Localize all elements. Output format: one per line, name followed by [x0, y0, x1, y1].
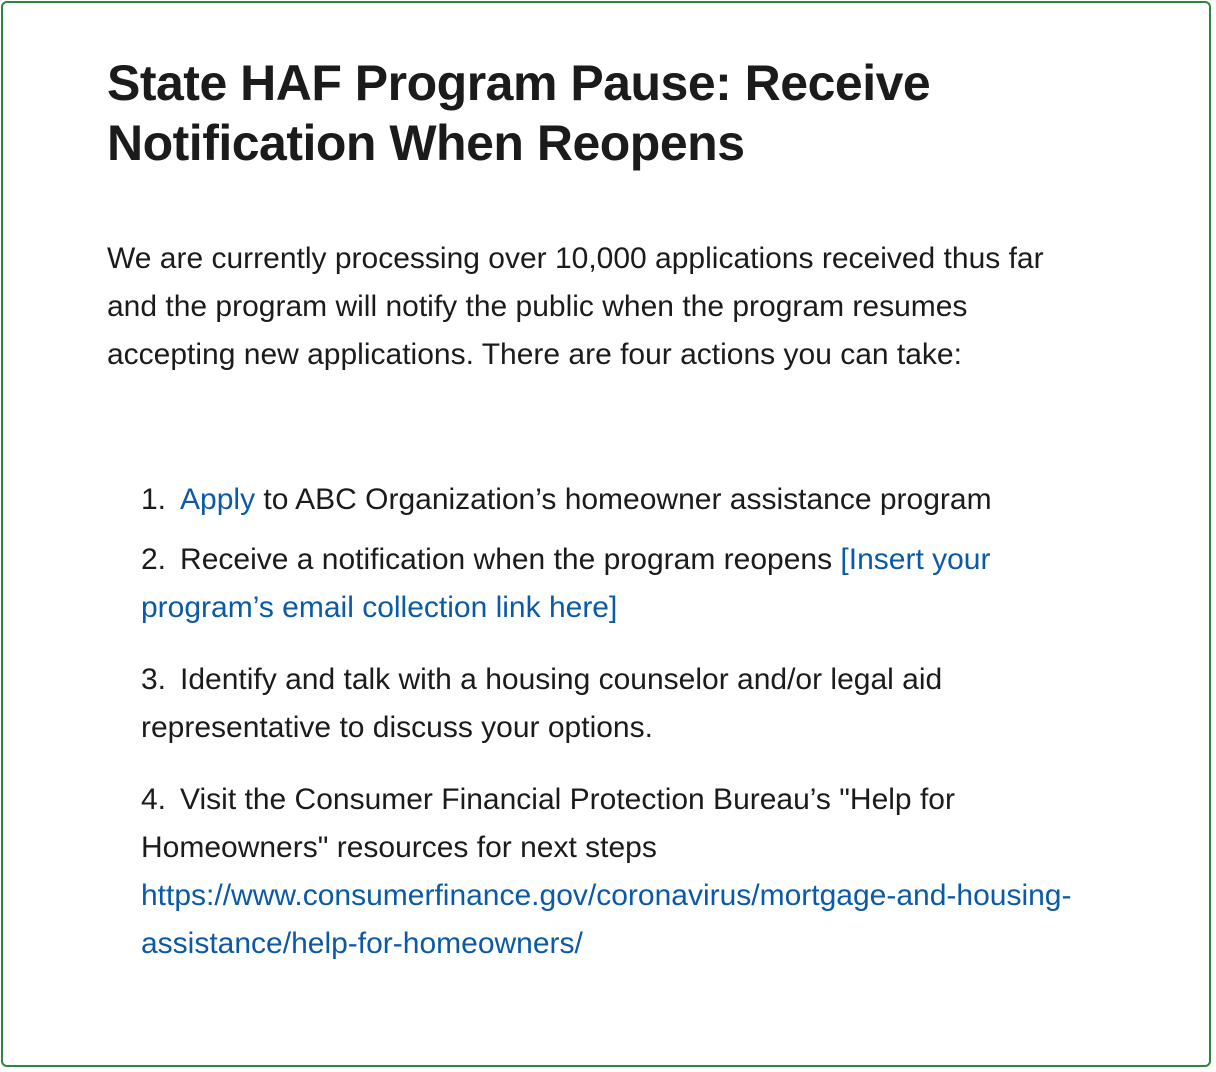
page-title: State HAF Program Pause: Receive Notification When Reopens [107, 55, 931, 171]
notice-card [1, 1, 1211, 1067]
action-text: Visit the Consumer Financial Protection Bureau’s "Help for Homeowners" resources for next steps [141, 783, 955, 864]
action-number: 4. [141, 783, 167, 816]
actions-list [141, 476, 1101, 968]
action-text: to ABC Organization’s homeowner assistance program [255, 483, 992, 516]
action-text: Identify and talk with a housing counselor and/or legal aid representative to discuss your options. [141, 663, 943, 744]
action-text: Receive a notification when the program reopens [180, 543, 841, 576]
intro-paragraph: We are currently processing over 10,000 applications received thus far and the program will notify the public when the program resumes accepting new applications. There are four actions you can take: [107, 242, 1044, 371]
email-collection-link[interactable]: [Insert your program’s email collection link here] [141, 543, 991, 624]
cfpb-help-link[interactable]: https://www.consumerfinance.gov/coronavirus/mortgage-and-housing-assistance/help-for-homeowners/ [141, 879, 1072, 960]
action-item-cfpb [141, 776, 1101, 968]
action-item-apply [141, 476, 1101, 524]
action-item-notification [141, 536, 1101, 632]
action-item-counselor [141, 656, 1101, 752]
action-number: 1. [141, 483, 167, 516]
action-number: 3. [141, 663, 167, 696]
apply-link[interactable]: Apply [180, 483, 256, 516]
action-number: 2. [141, 543, 167, 576]
